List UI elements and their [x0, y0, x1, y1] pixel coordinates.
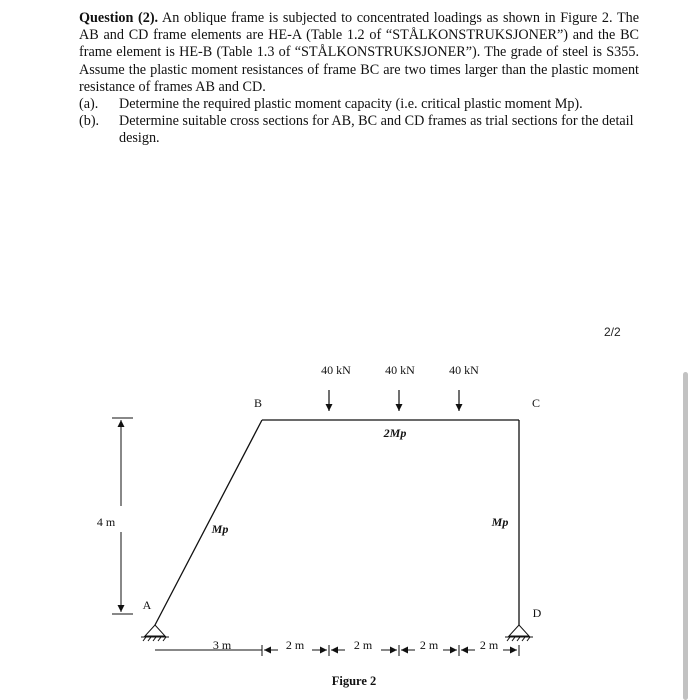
question-heading: Question (2). [79, 10, 159, 26]
page-indicator: 2/2 [604, 325, 621, 339]
span-label-5: 2 m [479, 638, 499, 652]
item-label: (b). [79, 113, 100, 130]
node-label-c: C [531, 396, 541, 410]
load-label-3: 40 kN [449, 363, 479, 377]
node-label-d: D [532, 606, 542, 620]
span-label-2: 2 m [285, 638, 305, 652]
moment-label-ab: Mp [211, 522, 229, 536]
span-dimensions [155, 645, 519, 656]
item-text: Determine the required plastic moment capacity (i.e. critical plastic moment Mp). [119, 96, 583, 113]
item-text: Determine suitable cross sections for AB, BC and CD frames as trial sections for the detail design. [119, 113, 634, 147]
moment-label-cd: Mp [491, 515, 509, 529]
moment-label-bc: 2Mp [383, 426, 407, 440]
height-label: 4 m [96, 515, 116, 529]
span-label-3: 2 m [353, 638, 373, 652]
node-label-b: B [253, 396, 263, 410]
node-label-a: A [142, 598, 152, 612]
span-label-1: 3 m [212, 638, 232, 652]
figure-caption: Figure 2 [331, 674, 377, 688]
question-body: An oblique frame is subjected to concentrated loadings as shown in Figure 2. The AB and CD frame elements are HE-A (Table 1.2 of “STÅLKONSTRUKSJONER”) and the BC frame element is HE-B (Table 1.3 of “STÅLKONSTRUKSJONER”). The grade of steel is S355. Assume the plastic moment resistances of frame BC are two times larger than the plastic moment resistance of frames AB and CD. [79, 10, 639, 95]
load-arrows [329, 390, 459, 411]
item-label: (a). [79, 96, 99, 113]
support-d [505, 625, 533, 641]
span-label-4: 2 m [419, 638, 439, 652]
load-label-2: 40 kN [385, 363, 415, 377]
member-ab [155, 420, 262, 625]
load-label-1: 40 kN [321, 363, 351, 377]
support-a [141, 625, 169, 641]
